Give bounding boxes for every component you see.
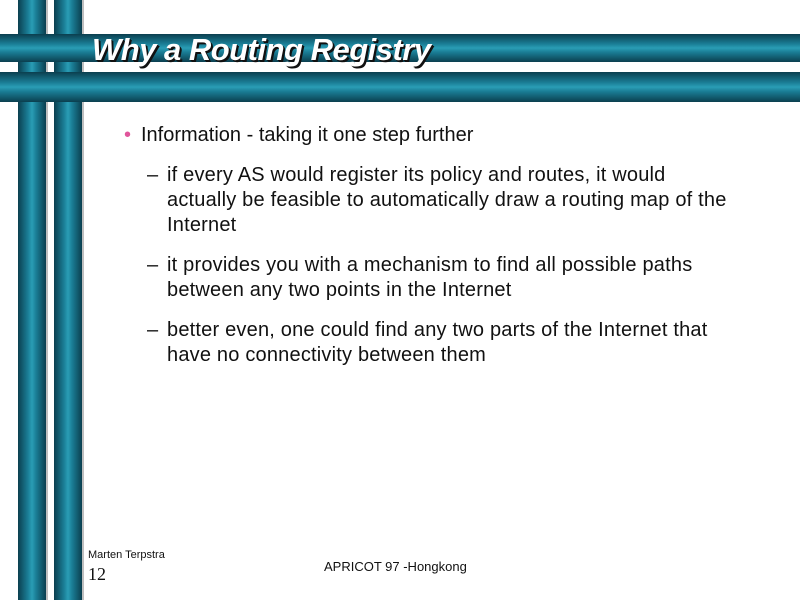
dash-icon: – xyxy=(147,254,159,276)
main-bullet xyxy=(124,124,764,147)
sub-bullet-item xyxy=(147,163,764,238)
dash-icon: – xyxy=(147,319,159,341)
sub-bullet-text: better even, one could find any two parts of the Internet that have no connectivity between them xyxy=(167,319,708,366)
main-bullet-text: Information - taking it one step further xyxy=(141,124,474,146)
sub-bullet-list xyxy=(124,163,764,368)
footer-event: APRICOT 97 -Hongkong xyxy=(324,559,467,574)
slide-content xyxy=(124,124,764,383)
slide-title: Why a Routing Registry xyxy=(92,32,431,67)
page-number: 12 xyxy=(88,564,106,584)
footer-author: Marten Terpstra xyxy=(88,549,165,561)
dash-icon: – xyxy=(147,164,159,186)
second-horizontal-bar xyxy=(0,72,800,102)
sub-bullet-text: it provides you with a mechanism to find all possible paths between any two points in the Internet xyxy=(167,254,693,301)
sub-bullet-item xyxy=(147,318,764,368)
sub-bullet-item xyxy=(147,253,764,303)
bullet-icon: • xyxy=(124,124,132,146)
sub-bullet-text: if every AS would register its policy and routes, it would actually be feasible to automatically draw a routing map of the Internet xyxy=(167,164,727,236)
